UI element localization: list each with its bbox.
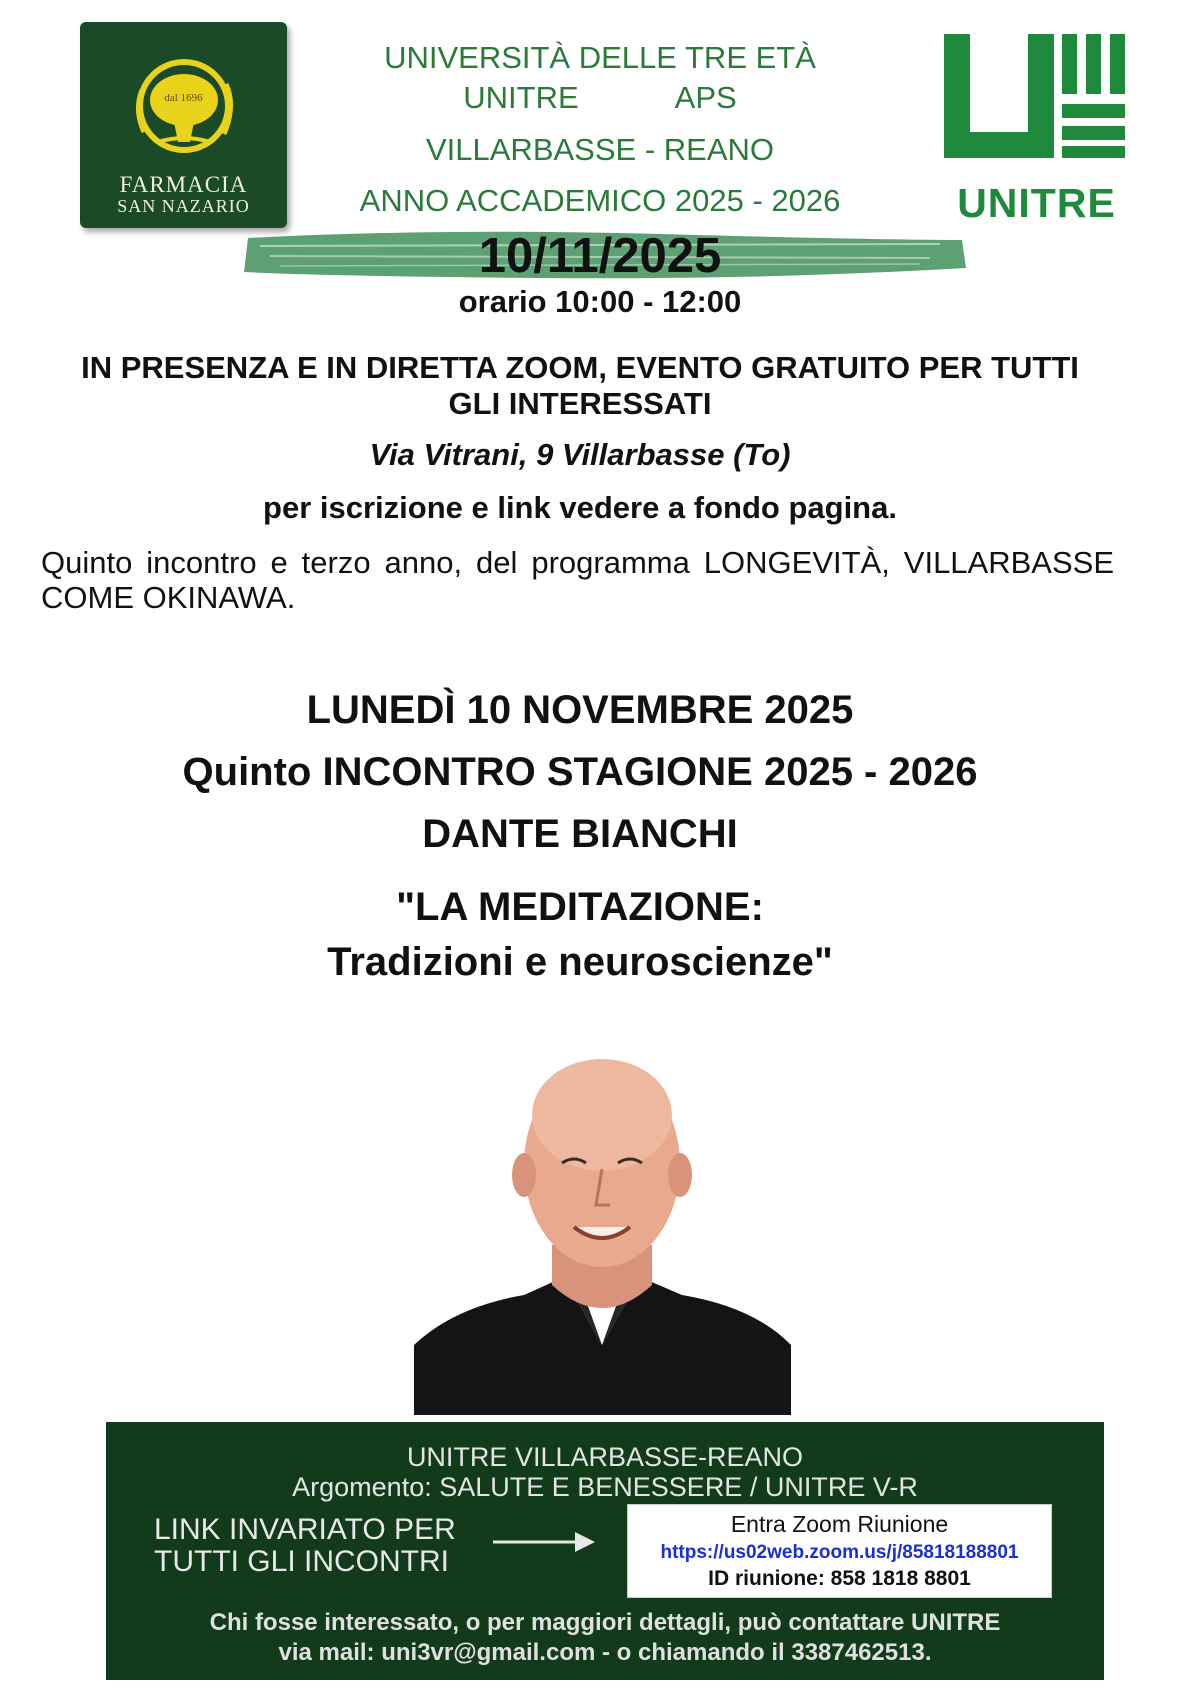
- signup-note: per iscrizione e link vedere a fondo pagina.: [263, 490, 897, 525]
- contact-info: [106, 1608, 1104, 1668]
- farmacia-since: dal 1696: [164, 92, 203, 104]
- attendance-notice: IN PRESENZA E IN DIRETTA ZOOM, EVENTO GRATUITO PER TUTTI GLI INTERESSATI: [81, 350, 1079, 421]
- organization-line: [300, 80, 900, 116]
- contact-line1: Chi fosse interessato, o per maggiori dettagli, può contattare UNITRE: [209, 1609, 1001, 1636]
- location-line: VILLARBASSE - REANO: [425, 132, 774, 167]
- meeting-number: Quinto INCONTRO STAGIONE 2025 - 2026: [182, 750, 978, 794]
- organization-type: APS: [674, 80, 737, 115]
- link-note: [154, 1514, 494, 1578]
- event-address: Via Vitrani, 9 Villarbasse (To): [369, 437, 791, 472]
- zoom-info-box: [627, 1504, 1052, 1598]
- contact-line2: via mail: uni3vr@gmail.com - o chiamando il 3387462513.: [278, 1639, 932, 1666]
- tree-emblem-icon: [128, 50, 240, 162]
- program-intro: Quinto incontro e terzo anno, del programma LONGEVITÀ, VILLARBASSE COME OKINAWA.: [41, 545, 1114, 615]
- speaker-photo: [414, 1045, 791, 1415]
- event-date: 10/11/2025: [478, 229, 722, 283]
- speaker-name: DANTE BIANCHI: [422, 812, 738, 856]
- farmacia-logo: [80, 22, 287, 228]
- zoom-meeting-id: ID riunione: 858 1818 8801: [708, 1567, 971, 1590]
- farmacia-name-line2: SAN NAZARIO: [117, 196, 250, 216]
- zoom-label: Entra Zoom Riunione: [730, 1511, 949, 1537]
- footer-organization: UNITRE VILLARBASSE-REANO: [406, 1442, 804, 1472]
- event-day: LUNEDÌ 10 NOVEMBRE 2025: [306, 688, 854, 732]
- unitre-mark-icon: [944, 34, 1129, 174]
- unitre-logo-word: UNITRE: [957, 180, 1116, 226]
- footer-topic: Argomento: SALUTE E BENESSERE / UNITRE V-R: [292, 1472, 918, 1502]
- topic-subtitle: Tradizioni e neuroscienze": [327, 940, 833, 984]
- footer-panel: [106, 1422, 1104, 1680]
- academic-year: ANNO ACCADEMICO 2025 - 2026: [359, 183, 841, 218]
- event-time: orario 10:00 - 12:00: [458, 284, 742, 319]
- zoom-meeting-link[interactable]: https://us02web.zoom.us/j/85818188801: [660, 1542, 1019, 1563]
- organization-name: UNITRE: [463, 80, 579, 115]
- arrow-right-icon: [491, 1528, 597, 1556]
- topic-title: "LA MEDITAZIONE:: [396, 885, 764, 929]
- link-note-line1: LINK INVARIATO PER: [154, 1513, 456, 1546]
- link-note-line2: TUTTI GLI INCONTRI: [154, 1545, 449, 1578]
- unitre-logo: [944, 34, 1129, 224]
- university-name: UNIVERSITÀ DELLE TRE ETÀ: [384, 40, 816, 75]
- farmacia-name-line1: FARMACIA: [119, 172, 248, 197]
